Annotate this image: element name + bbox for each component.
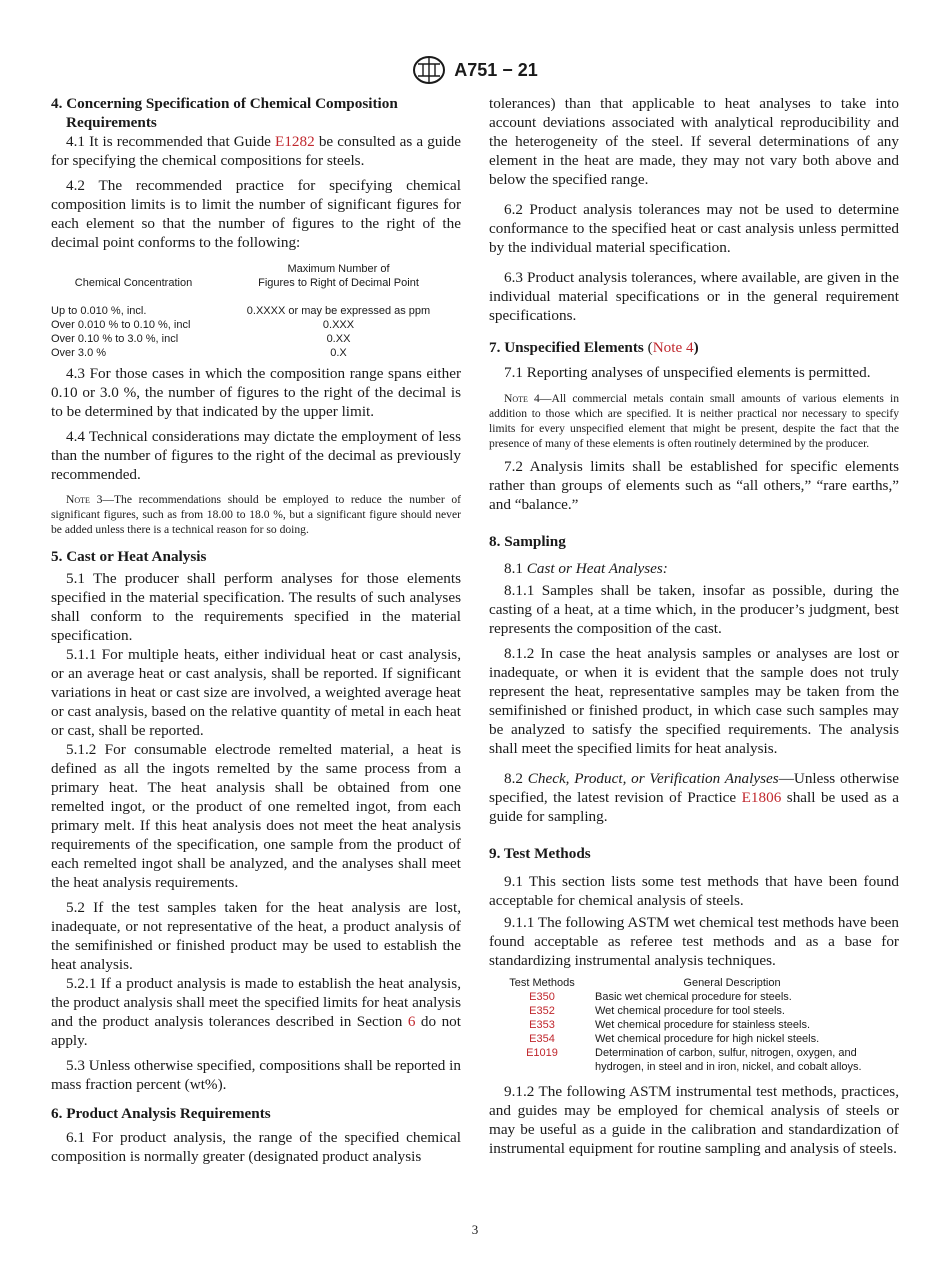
table-row: E354 Wet chemical procedure for high nickel steels. bbox=[501, 1032, 881, 1046]
paragraph-5-1-2: 5.1.2 For consumable electrode remelted material, a heat is defined as all the ingots remelted by the same process from a primary heat. The heat analysis shall be obtained from one remelted ingot, or the product of one remelted ingot, from each primary melt. If this heat analysis does not meet the heat analysis requirements of the specification, one sample from the product of each remelted ingot shall be analyzed, and the analyses shall meet the heat analysis requirements. bbox=[51, 741, 461, 891]
table-row: Over 3.0 % 0.X bbox=[51, 347, 347, 359]
section-8-heading: 8. Sampling bbox=[489, 533, 566, 550]
paragraph-5-1-1: 5.1.1 For multiple heats, either individual heat or cast analysis, or an average heat or cast analysis, shall be reported. If significant variations in heat or cast size are involved, a weighted average heat or cast analysis, based on the relative quantity of metal in each heat or cast, shall be reported. bbox=[51, 646, 461, 739]
paragraph-9-1: 9.1 This section lists some test methods that have been found acceptable for chemical analysis of steels. bbox=[489, 873, 899, 909]
tm-table-col2-header: General Description bbox=[683, 977, 781, 989]
paragraph-8-1: 8.1 Cast or Heat Analyses: bbox=[504, 560, 668, 577]
test-methods-table bbox=[501, 976, 881, 1074]
paragraph-5-1: 5.1 The producer shall perform analyses for those elements specified in the material specification. The results of such analyses shall conform to the requirements specified in the material specification. bbox=[51, 570, 461, 644]
paragraph-8-2: 8.2 Check, Product, or Verification Analyses—Unless otherwise specified, the latest revision of Practice E1806 shall be used as a guide for sampling. bbox=[489, 770, 900, 825]
e354-link[interactable]: E354 bbox=[529, 1033, 555, 1045]
paragraph-7-2: 7.2 Analysis limits shall be established for specific elements rather than groups of elements such as “all others,” “rare earths,” and “balance.” bbox=[489, 458, 899, 513]
paragraph-4-1: 4.1 It is recommended that Guide E1282 be consulted as a guide for specifying the chemical compositions for steels. bbox=[51, 133, 461, 169]
page-header bbox=[0, 55, 950, 85]
e352-link[interactable]: E352 bbox=[529, 1005, 555, 1017]
note-4: Note 4—All commercial metals contain small amounts of various elements in addition to those which are specified. It is neither practical nor necessary to specify limits for every unspecified element that might be present, despite the fact that the presence of many of these elements is often routinely determined by the producer. bbox=[489, 392, 899, 450]
table-row: Over 0.10 % to 3.0 %, incl 0.XX bbox=[51, 333, 351, 345]
e1019-link[interactable]: E1019 bbox=[526, 1047, 558, 1059]
section-4-heading: 4. Concerning Specification of Chemical Composition Requirements bbox=[51, 95, 398, 131]
section-7-heading: 7. Unspecified Elements (Note 4) bbox=[489, 339, 699, 356]
e1806-link[interactable]: E1806 bbox=[741, 789, 782, 806]
table-row: E352 Wet chemical procedure for tool steels. bbox=[501, 1004, 881, 1018]
right-column bbox=[489, 94, 899, 1158]
table-row: E1019 Determination of carbon, sulfur, nitrogen, oxygen, and hydrogen, in steel and in iron, nickel, and cobalt alloys. bbox=[501, 1046, 881, 1074]
section-6-heading: 6. Product Analysis Requirements bbox=[51, 1105, 271, 1122]
paragraph-4-3: 4.3 For those cases in which the composition range spans either 0.10 or 3.0 %, the number of figures to the right of the decimal is to be determined by that indicated by the upper limit. bbox=[51, 365, 461, 420]
astm-logo-icon bbox=[412, 55, 446, 85]
paragraph-9-1-2: 9.1.2 The following ASTM instrumental test methods, practices, and guides may be employed for chemical analysis of steels or may be useful as a guide in the calibration and standardization of instrumental equipment for routine sampling and analysis of steels. bbox=[489, 1083, 899, 1157]
e1282-link[interactable]: E1282 bbox=[275, 133, 315, 150]
section-5-heading: 5. Cast or Heat Analysis bbox=[51, 548, 207, 565]
paragraph-6-2: 6.2 Product analysis tolerances may not be used to determine conformance to the specified heat or cast analysis unless permitted by the individual material specification. bbox=[489, 201, 899, 256]
conc-table-col2-header: Maximum Number of Figures to Right of Decimal Point bbox=[258, 263, 419, 289]
paragraph-5-2: 5.2 If the test samples taken for the heat analysis are lost, inadequate, or not representative of the heat, a product analysis of the semifinished or finished product may be used to establish the heat analysis. bbox=[51, 899, 461, 973]
table-row: E353 Wet chemical procedure for stainless steels. bbox=[501, 1018, 881, 1032]
paragraph-9-1-1: 9.1.1 The following ASTM wet chemical test methods have been found acceptable as referee test methods and as a base for standardizing instrumental analysis techniques. bbox=[489, 914, 899, 969]
paragraph-4-2: 4.2 The recommended practice for specifying chemical composition limits is to limit the number of significant figures for each element so that the number of figures to the right of the decimal point conforms to the following: bbox=[51, 177, 461, 251]
tm-table-col1-header: Test Methods bbox=[509, 977, 575, 989]
section-6-link[interactable]: 6 bbox=[407, 1013, 416, 1030]
note-3: Note 3—The recommendations should be employed to reduce the number of significant figures, such as from 18.00 to 18.0 %, but a significant figure should never be added unless there is a technical reason for so doing. bbox=[51, 493, 461, 536]
paragraph-6-3: 6.3 Product analysis tolerances, where available, are given in the individual material specifications or in the general requirement specifications. bbox=[489, 269, 899, 324]
table-row: Up to 0.010 %, incl. 0.XXXX or may be expressed as ppm bbox=[51, 305, 431, 317]
conc-table-col1-header: Chemical Concentration bbox=[74, 277, 193, 289]
e353-link[interactable]: E353 bbox=[529, 1019, 555, 1031]
concentration-table bbox=[51, 262, 461, 360]
left-column bbox=[51, 94, 461, 1166]
note-4-link[interactable]: Note 4 bbox=[652, 339, 694, 356]
paragraph-5-3: 5.3 Unless otherwise specified, compositions shall be reported in mass fraction percent (wt%). bbox=[51, 1057, 461, 1093]
table-row: Over 0.010 % to 0.10 %, incl 0.XXX bbox=[51, 319, 355, 331]
paragraph-8-1-1: 8.1.1 Samples shall be taken, insofar as possible, during the casting of a heat, at a time which, in the producer’s judgment, best represents the composition of the cast. bbox=[489, 582, 899, 637]
paragraph-6-1-continued: tolerances) than that applicable to heat analyses to take into account deviations associated with analytical reproducibility and the heterogeneity of the steel. If several determinations of any element in the heat are made, they may not vary both above and below the specified range. bbox=[489, 95, 899, 188]
paragraph-6-1: 6.1 For product analysis, the range of the specified chemical composition is normally greater (designated product analysis bbox=[51, 1129, 461, 1165]
table-row: E350 Basic wet chemical procedure for steels. bbox=[501, 990, 881, 1004]
section-9-heading: 9. Test Methods bbox=[489, 845, 591, 862]
paragraph-5-2-1: 5.2.1 If a product analysis is made to establish the heat analysis, the product analysis shall meet the specified limits for heat analysis and the product analysis tolerances described in Section 6 do not apply. bbox=[51, 975, 461, 1049]
document-designation: A751 − 21 bbox=[454, 59, 538, 80]
paragraph-7-1: 7.1 Reporting analyses of unspecified elements is permitted. bbox=[504, 364, 871, 381]
e350-link[interactable]: E350 bbox=[529, 991, 555, 1003]
paragraph-4-4: 4.4 Technical considerations may dictate the employment of less than the number of figures to the right of the decimal as previously recommended. bbox=[51, 428, 461, 483]
paragraph-8-1-2: 8.1.2 In case the heat analysis samples or analyses are lost or inadequate, or when it is evident that the sample does not truly represent the heat, representative samples may be taken from the semifinished or finished product, in which case such samples may be analyzed to satisfy the specified requirements. The analysis shall meet the specified limits for heat analysis. bbox=[489, 645, 899, 757]
page-number: 3 bbox=[471, 1222, 479, 1237]
